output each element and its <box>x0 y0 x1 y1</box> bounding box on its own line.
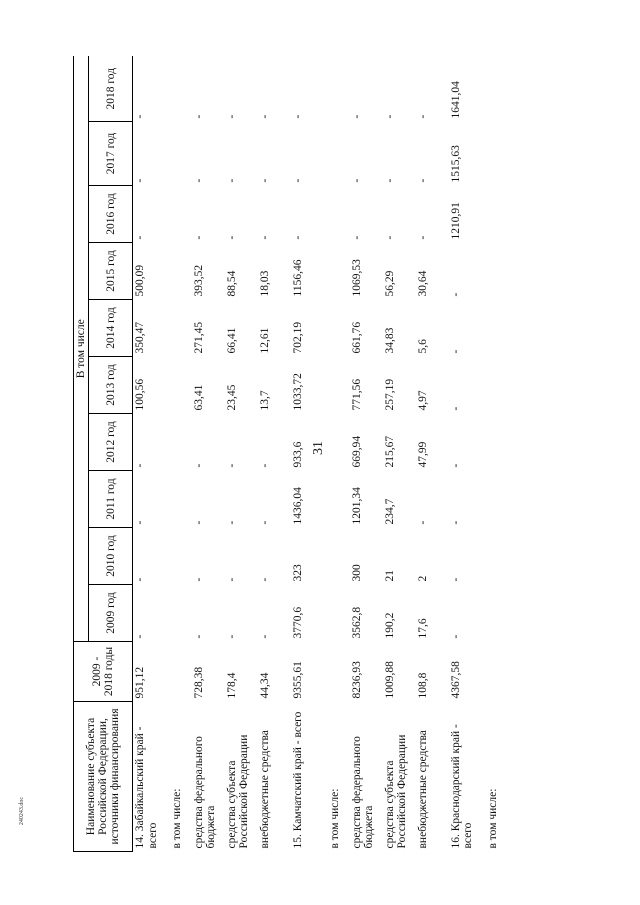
cell-value: 933,6 <box>291 441 304 468</box>
cell-value: - <box>291 235 304 240</box>
rotated-table-container <box>73 57 499 852</box>
cell-value: - <box>449 463 462 468</box>
cell-value: 257,19 <box>383 378 396 411</box>
cell-value: 500,09 <box>134 264 147 297</box>
cell-value: - <box>383 178 396 183</box>
cell-value: 1641,04 <box>449 81 462 119</box>
cell-value: - <box>416 178 429 183</box>
cell-value: - <box>350 235 363 240</box>
header-year: 2012 год <box>89 414 133 471</box>
cell-value: 1033,72 <box>291 373 304 411</box>
table-row <box>170 56 192 851</box>
cell-value: - <box>416 235 429 240</box>
cell-value: - <box>192 178 205 183</box>
header-year: 2011 год <box>89 471 133 528</box>
cell-value <box>170 471 192 528</box>
cell-value: - <box>225 235 238 240</box>
header-group-label: В том числе <box>74 56 89 641</box>
cell-value: 1201,34 <box>350 487 363 525</box>
cell-value: 63,41 <box>192 384 205 411</box>
cell-value: 1009,88 <box>383 661 396 699</box>
cell-value: - <box>192 577 205 582</box>
cell-value <box>170 414 192 471</box>
row-name: средства федерального бюджета <box>192 736 218 849</box>
row-name: в том числе: <box>170 788 183 849</box>
table-row <box>258 56 291 851</box>
header-year: 2014 год <box>89 300 133 357</box>
cell-value <box>328 122 350 186</box>
cell-value: 4,97 <box>416 390 429 411</box>
header-year: 2009 год <box>89 585 133 642</box>
cell-value <box>328 357 350 414</box>
cell-value: 56,29 <box>383 270 396 297</box>
cell-value: 12,61 <box>258 327 271 354</box>
row-name: средства субъекта Российской Федерации <box>383 734 409 849</box>
cell-value: - <box>416 114 429 119</box>
row-name: 14. Забайкальский край - всего <box>134 726 159 849</box>
cell-value <box>328 186 350 243</box>
cell-value: - <box>134 114 147 119</box>
cell-value <box>328 300 350 357</box>
cell-value: 178,4 <box>225 672 238 699</box>
table-row <box>225 56 258 851</box>
cell-value: 271,45 <box>192 321 205 354</box>
cell-value: 100,56 <box>134 378 147 411</box>
table-row <box>133 56 170 851</box>
row-name: в том числе: <box>328 788 341 849</box>
row-name: 16. Краснодарский край - всего <box>449 724 475 849</box>
cell-value: - <box>192 520 205 525</box>
cell-value: - <box>192 235 205 240</box>
cell-value: - <box>449 349 462 354</box>
cell-value: - <box>134 178 147 183</box>
row-name: в том числе: <box>486 788 499 849</box>
cell-value: - <box>291 114 304 119</box>
cell-value: - <box>449 406 462 411</box>
cell-value: 1515,63 <box>449 145 462 183</box>
cell-value <box>328 642 350 702</box>
header-year: 2018 год <box>89 56 133 121</box>
cell-value: - <box>416 520 429 525</box>
cell-value: 350,47 <box>134 321 147 354</box>
table-row <box>291 56 328 851</box>
cell-value <box>486 243 508 300</box>
cell-value: - <box>225 114 238 119</box>
cell-value <box>170 357 192 414</box>
row-name: внебюджетные средства <box>258 730 271 849</box>
table-row <box>416 56 449 851</box>
cell-value: - <box>192 114 205 119</box>
cell-value: - <box>192 634 205 639</box>
cell-value <box>486 414 508 471</box>
cell-value: - <box>449 520 462 525</box>
cell-value: 702,19 <box>291 321 304 354</box>
cell-value: 669,94 <box>350 435 363 468</box>
cell-value: 2 <box>416 575 429 582</box>
cell-value: - <box>350 178 363 183</box>
header-year: 2013 год <box>89 357 133 414</box>
cell-value: 66,41 <box>225 327 238 354</box>
cell-value: 44,34 <box>258 672 271 699</box>
cell-value <box>486 471 508 528</box>
table-row <box>486 56 508 851</box>
cell-value: 88,54 <box>225 270 238 297</box>
cell-value: - <box>258 634 271 639</box>
cell-value: - <box>449 577 462 582</box>
cell-value: - <box>258 235 271 240</box>
cell-value: 108,8 <box>416 672 429 699</box>
cell-value: - <box>225 520 238 525</box>
cell-value: 1069,53 <box>350 259 363 297</box>
cell-value: - <box>258 463 271 468</box>
cell-value <box>328 528 350 585</box>
cell-value: 1436,04 <box>291 487 304 525</box>
cell-value <box>328 56 350 121</box>
row-name: 15. Камчатский край - всего <box>291 711 304 849</box>
cell-value: - <box>449 634 462 639</box>
cell-value: 9355,61 <box>291 661 304 699</box>
cell-value: 3770,6 <box>291 606 304 639</box>
header-year: 2015 год <box>89 243 133 300</box>
cell-value: - <box>134 463 147 468</box>
cell-value: 393,52 <box>192 264 205 297</box>
cell-value: 4367,58 <box>449 661 462 699</box>
cell-value: - <box>225 634 238 639</box>
cell-value: 728,38 <box>192 666 205 699</box>
cell-value <box>170 243 192 300</box>
table-row <box>328 56 350 851</box>
cell-value <box>486 357 508 414</box>
cell-value: - <box>258 114 271 119</box>
cell-value: - <box>134 577 147 582</box>
cell-value <box>486 122 508 186</box>
cell-value: 8236,93 <box>350 661 363 699</box>
cell-value: - <box>134 520 147 525</box>
cell-value <box>486 186 508 243</box>
cell-value <box>486 300 508 357</box>
cell-value <box>486 528 508 585</box>
header-year: 2017 год <box>89 122 133 186</box>
cell-value: 21 <box>383 570 396 582</box>
cell-value <box>486 642 508 702</box>
cell-value: 5,6 <box>416 339 429 354</box>
cell-value: 661,76 <box>350 321 363 354</box>
cell-value <box>170 300 192 357</box>
cell-value: 234,7 <box>383 498 396 525</box>
cell-value <box>328 414 350 471</box>
table-row <box>192 56 225 851</box>
cell-value: 1210,91 <box>449 202 462 240</box>
table-row <box>350 56 383 851</box>
header-total-column: 2009 - 2018 годы <box>74 642 133 702</box>
cell-value <box>328 243 350 300</box>
page-number: 31 <box>311 441 326 455</box>
cell-value: 190,2 <box>383 612 396 639</box>
row-name: внебюджетные средства <box>416 730 429 849</box>
cell-value <box>170 186 192 243</box>
cell-value: 34,83 <box>383 327 396 354</box>
cell-value: - <box>383 114 396 119</box>
header-year: 2010 год <box>89 528 133 585</box>
cell-value <box>170 585 192 642</box>
cell-value: 47,99 <box>416 441 429 468</box>
cell-value <box>170 528 192 585</box>
cell-value: - <box>291 178 304 183</box>
row-name: средства субъекта Российской Федерации <box>225 734 251 849</box>
row-name: средства федерального бюджета <box>350 736 376 849</box>
header-name-column: Наименование субъекта Российской Федерации, источники финансирования <box>74 702 133 852</box>
cell-value: - <box>225 178 238 183</box>
cell-value: - <box>134 634 147 639</box>
cell-value: - <box>225 463 238 468</box>
cell-value: 17,6 <box>416 618 429 639</box>
header-year: 2016 год <box>89 186 133 243</box>
cell-value: - <box>258 577 271 582</box>
cell-value: 13,7 <box>258 390 271 411</box>
cell-value: - <box>350 114 363 119</box>
cell-value: 23,45 <box>225 384 238 411</box>
cell-value: - <box>258 520 271 525</box>
cell-value <box>328 471 350 528</box>
cell-value: 951,12 <box>134 666 147 699</box>
cell-value: - <box>383 235 396 240</box>
cell-value: - <box>258 178 271 183</box>
cell-value: 771,56 <box>350 378 363 411</box>
cell-value: - <box>134 235 147 240</box>
cell-value <box>170 56 192 121</box>
cell-value: 3562,8 <box>350 606 363 639</box>
cell-value: 323 <box>291 564 304 582</box>
financing-table <box>73 56 508 852</box>
cell-value: - <box>225 577 238 582</box>
cell-value: - <box>449 292 462 297</box>
cell-value: - <box>192 463 205 468</box>
cell-value <box>486 56 508 121</box>
cell-value: 18,03 <box>258 270 271 297</box>
footer-file-name: 240243.doc <box>19 796 26 826</box>
table-row <box>449 56 486 851</box>
cell-value: 215,67 <box>383 435 396 468</box>
cell-value <box>486 585 508 642</box>
cell-value <box>170 122 192 186</box>
cell-value <box>170 642 192 702</box>
table-row <box>383 56 416 851</box>
cell-value: 30,64 <box>416 270 429 297</box>
cell-value <box>328 585 350 642</box>
cell-value: 1156,46 <box>291 259 304 297</box>
cell-value: 300 <box>350 564 363 582</box>
